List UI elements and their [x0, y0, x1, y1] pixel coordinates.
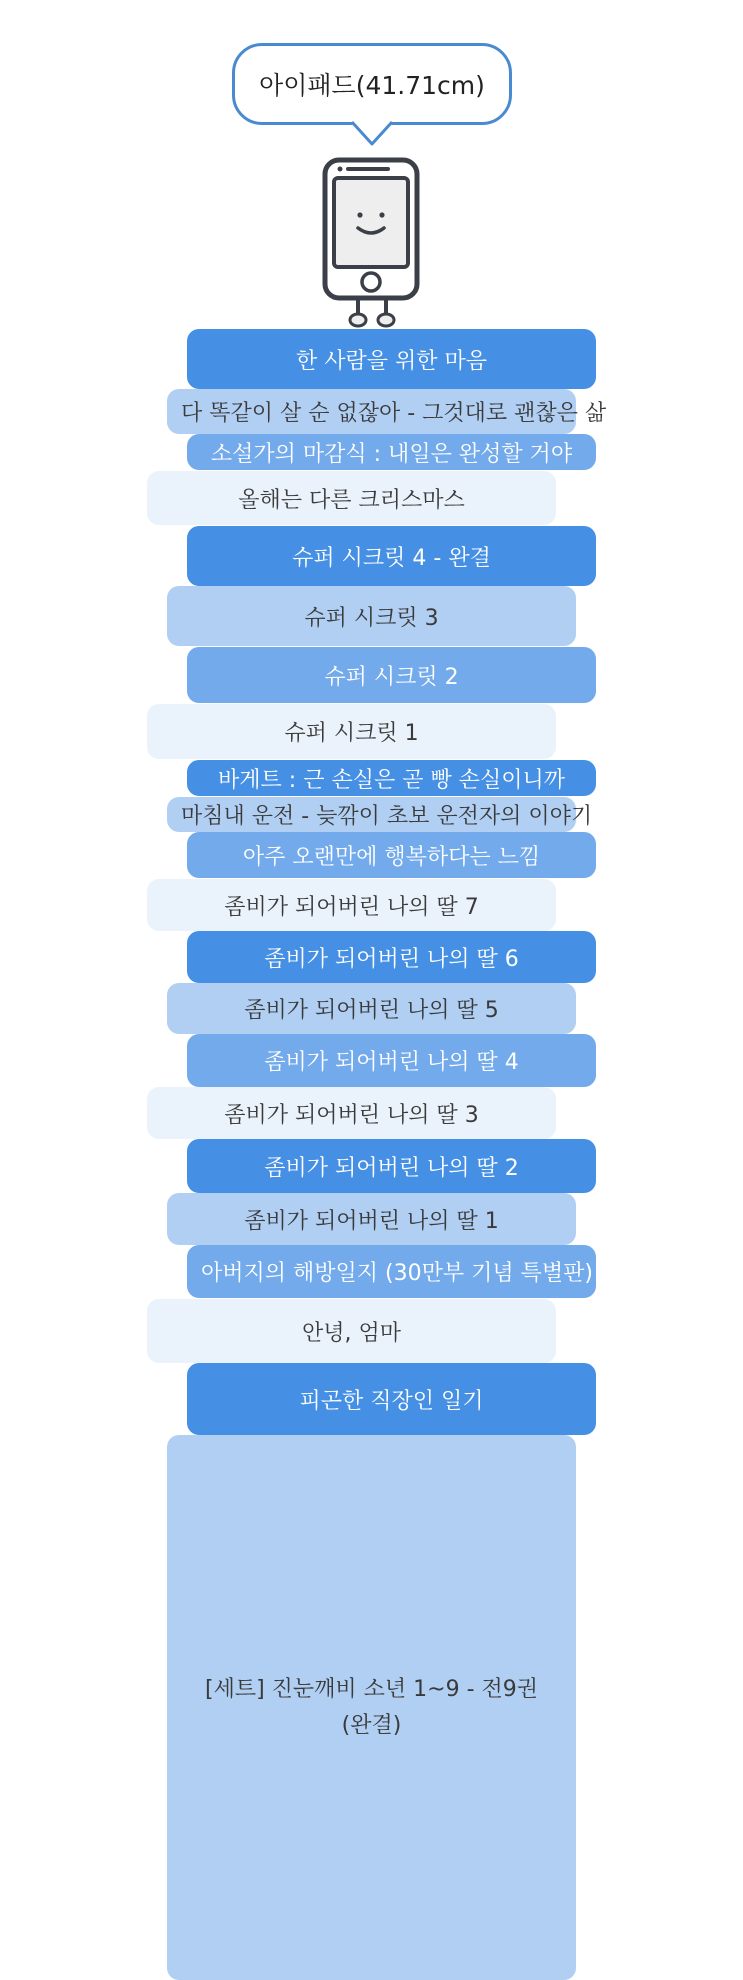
- book-spine[interactable]: 슈퍼 시크릿 4 - 완결: [187, 526, 596, 586]
- book-spine[interactable]: 아버지의 해방일지 (30만부 기념 특별판): [187, 1245, 596, 1298]
- book-spine[interactable]: 좀비가 되어버린 나의 딸 6: [187, 931, 596, 983]
- speech-bubble: [232, 43, 512, 125]
- book-spine[interactable]: 소설가의 마감식 : 내일은 완성할 거야: [187, 434, 596, 470]
- book-spine[interactable]: 좀비가 되어버린 나의 딸 7: [147, 879, 556, 931]
- device-label: 아이패드(41.71cm): [259, 71, 485, 100]
- book-spine[interactable]: 좀비가 되어버린 나의 딸 2: [187, 1139, 596, 1193]
- book-spine[interactable]: 슈퍼 시크릿 3: [167, 586, 576, 646]
- book-spine[interactable]: 한 사람을 위한 마음: [187, 329, 596, 389]
- book-spine[interactable]: 안녕, 엄마: [147, 1299, 556, 1363]
- phone-mascot-icon: [318, 156, 424, 328]
- book-spine[interactable]: [세트] 진눈깨비 소년 1~9 - 전9권 (완결): [167, 1435, 576, 1980]
- book-spine[interactable]: 좀비가 되어버린 나의 딸 4: [187, 1034, 596, 1087]
- speech-bubble-tail: [352, 120, 392, 146]
- book-spine[interactable]: 바게트 : 근 손실은 곧 빵 손실이니까: [187, 760, 596, 796]
- book-spine[interactable]: 아주 오랜만에 행복하다는 느낌: [187, 832, 596, 878]
- book-spine[interactable]: 슈퍼 시크릿 1: [147, 704, 556, 759]
- book-spine[interactable]: 올해는 다른 크리스마스: [147, 471, 556, 525]
- book-spine[interactable]: 좀비가 되어버린 나의 딸 3: [147, 1087, 556, 1139]
- book-spine[interactable]: 좀비가 되어버린 나의 딸 1: [167, 1193, 576, 1245]
- book-spine[interactable]: 마침내 운전 - 늦깎이 초보 운전자의 이야기: [167, 797, 576, 832]
- book-spine[interactable]: 다 똑같이 살 순 없잖아 - 그것대로 괜찮은 삶: [167, 389, 576, 434]
- book-spine[interactable]: 슈퍼 시크릿 2: [187, 647, 596, 703]
- book-spine[interactable]: 좀비가 되어버린 나의 딸 5: [167, 983, 576, 1034]
- book-spine[interactable]: 피곤한 직장인 일기: [187, 1363, 596, 1435]
